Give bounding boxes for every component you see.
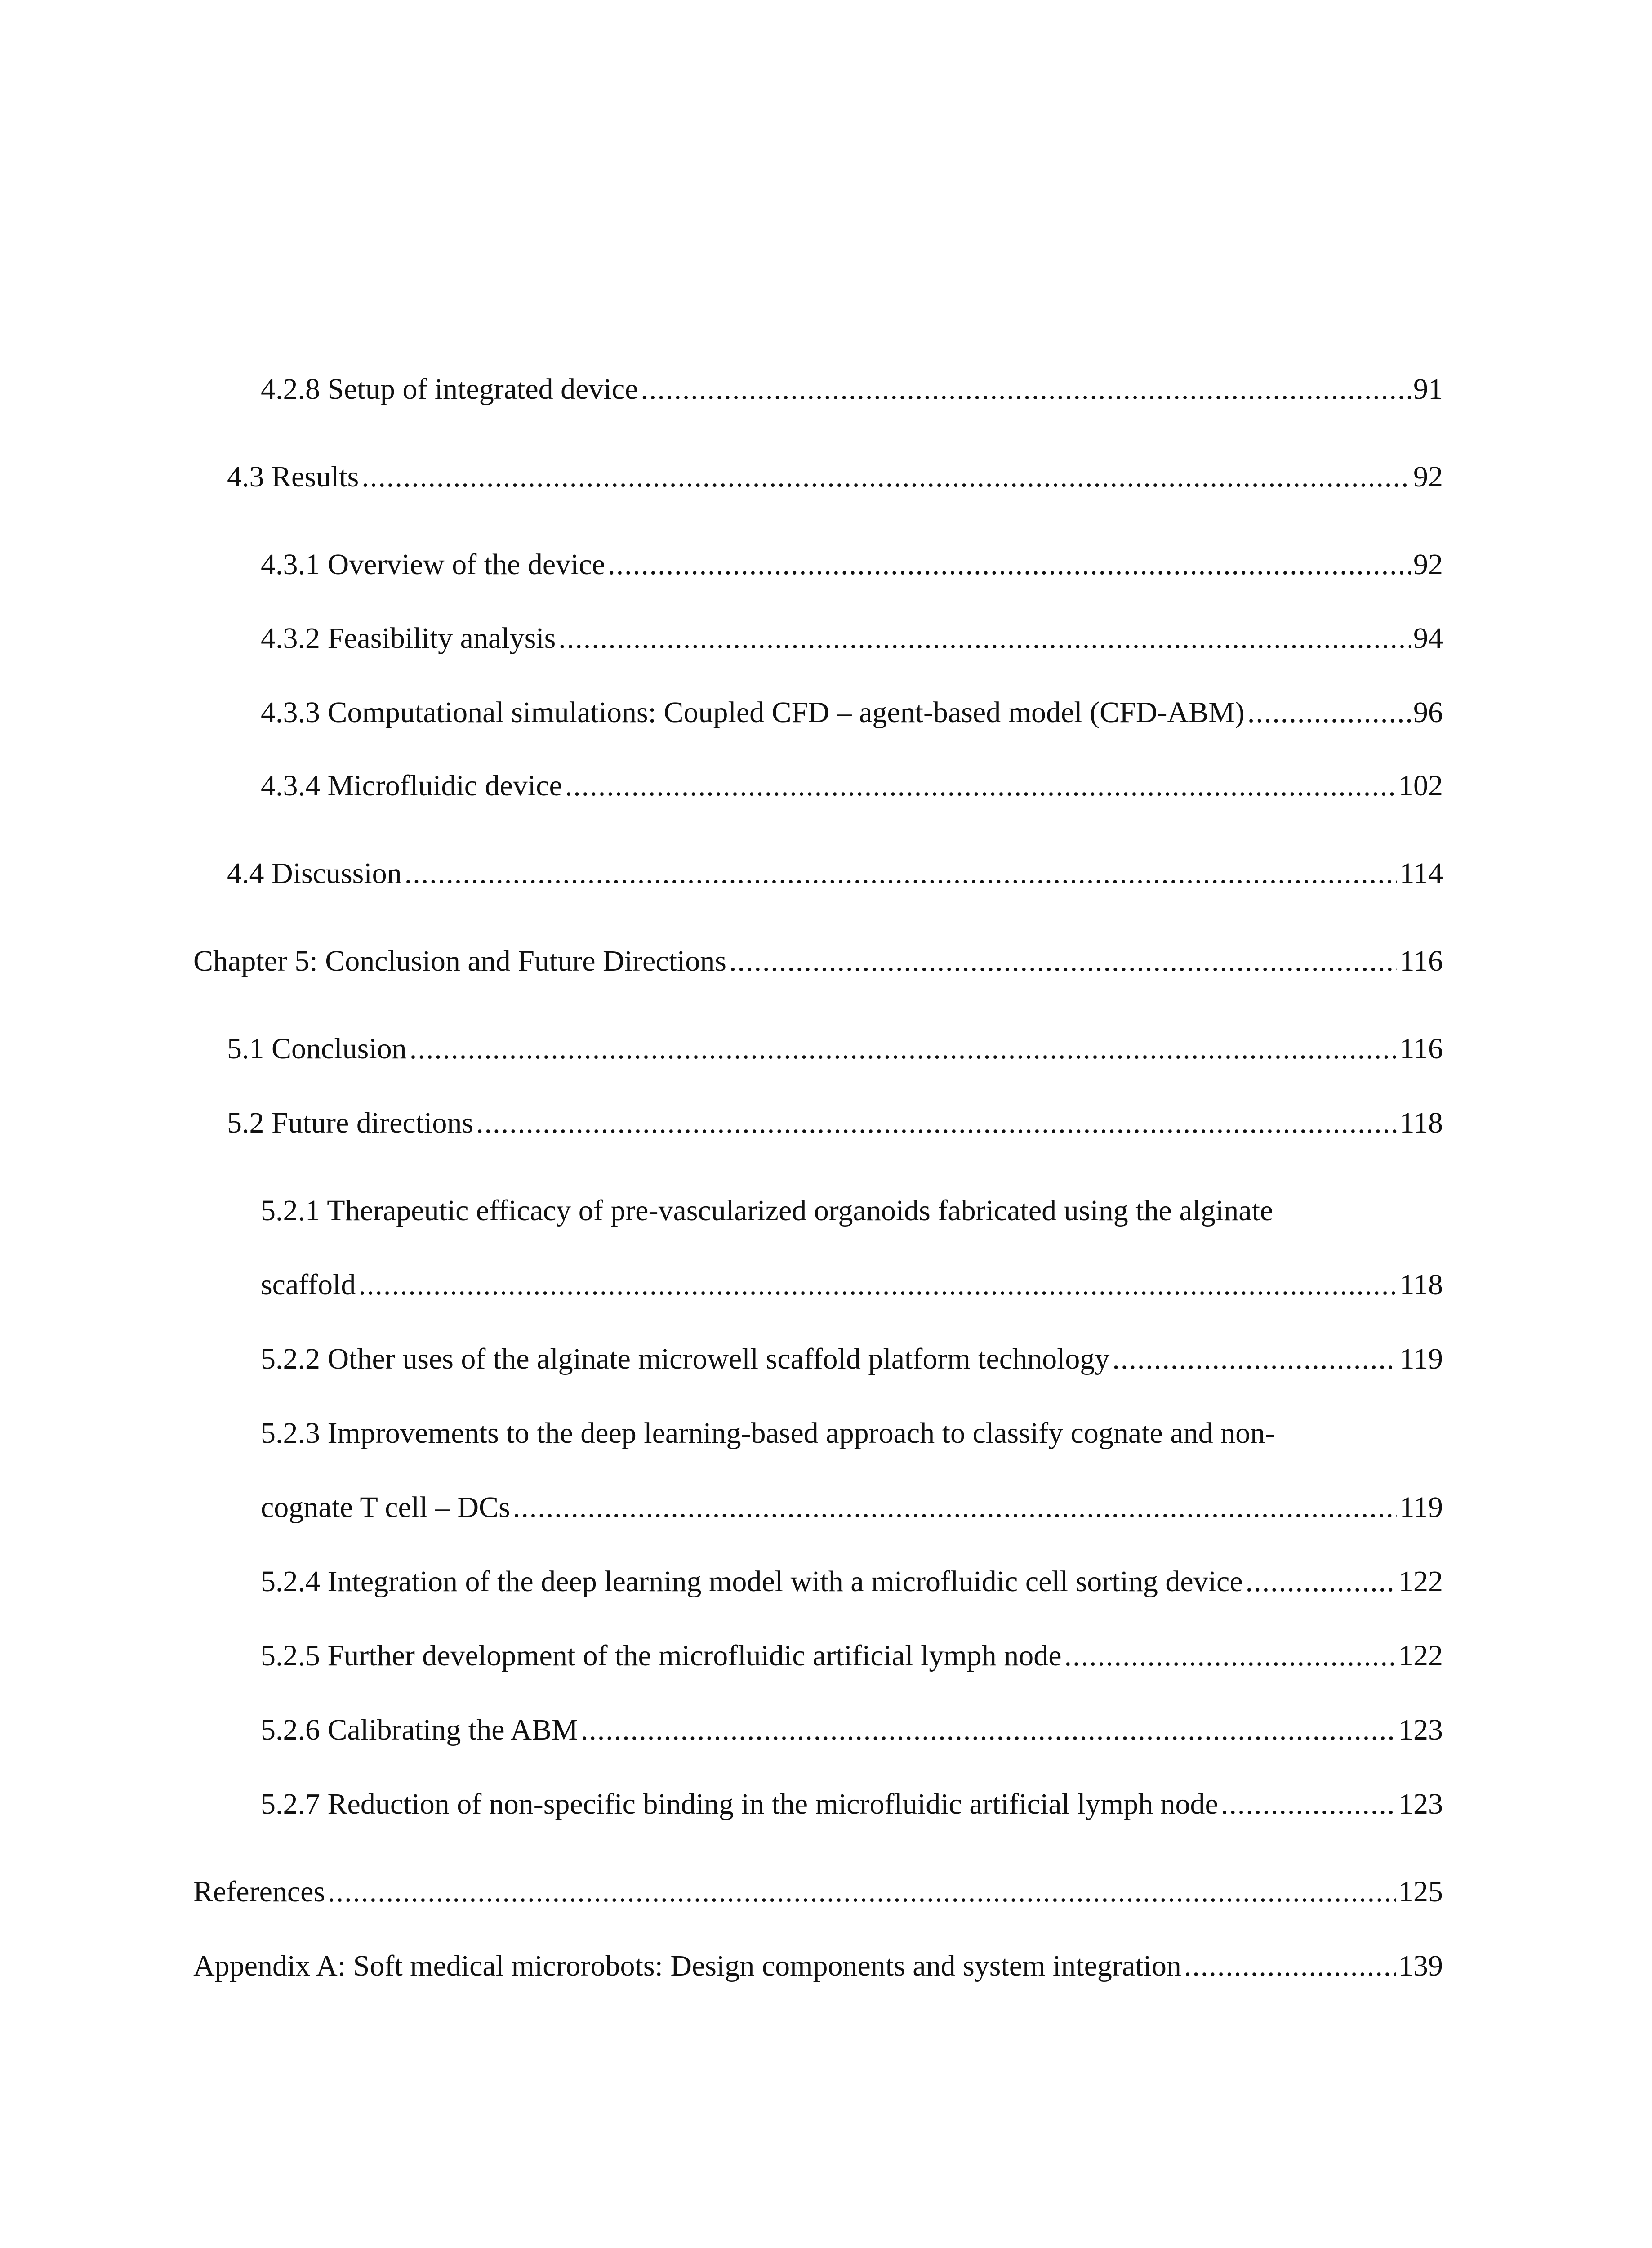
toc-entry-page: 123 xyxy=(1398,1713,1443,1746)
dot-leader xyxy=(1247,695,1411,731)
toc-entry-5-2-1[interactable] xyxy=(193,1267,1443,1303)
toc-entry-references[interactable] xyxy=(193,1874,1443,1910)
toc-entry-page: 139 xyxy=(1398,1949,1443,1982)
toc-entry-5-2-3-line1[interactable]: 5.2.3 Improvements to the deep learning-based approach to classify cognate and non- xyxy=(261,1417,1275,1450)
dot-leader xyxy=(476,1105,1397,1141)
toc-entry-5-2-2[interactable] xyxy=(193,1341,1443,1377)
toc-entry-page: 114 xyxy=(1399,857,1443,890)
dot-leader xyxy=(361,459,1411,495)
dot-leader xyxy=(1112,1341,1397,1377)
toc-entry-page: 116 xyxy=(1399,1032,1443,1065)
toc-entry-5-2-1-line1[interactable]: 5.2.1 Therapeutic efficacy of pre-vascularized organoids fabricated using the alginate xyxy=(261,1194,1274,1227)
toc-entry-label: cognate T cell – DCs xyxy=(261,1491,510,1524)
toc-entry-label: 4.3.3 Computational simulations: Coupled CFD – agent-based model (CFD-ABM) xyxy=(261,696,1245,729)
toc-entry-page: 122 xyxy=(1398,1639,1443,1672)
toc-entry-4-3-2[interactable] xyxy=(193,620,1443,656)
dot-leader xyxy=(1184,1948,1396,1984)
toc-entry-label: 5.2.6 Calibrating the ABM xyxy=(261,1713,578,1746)
toc-entry-5-2-3[interactable] xyxy=(193,1490,1443,1525)
toc-entry-label: 5.2 Future directions xyxy=(227,1106,474,1139)
toc-entry-5-2-7[interactable] xyxy=(193,1786,1443,1822)
toc-entry-label: 5.2.7 Reduction of non-specific binding in the microfluidic artificial lymph node xyxy=(261,1788,1218,1820)
toc-entry-label: 5.2.4 Integration of the deep learning model with a microfluidic cell sorting device xyxy=(261,1565,1243,1598)
toc-entry-page: 92 xyxy=(1413,460,1443,493)
toc-entry-label: 4.4 Discussion xyxy=(227,857,402,890)
dot-leader xyxy=(513,1490,1397,1525)
toc-entry-5-2-5[interactable] xyxy=(193,1638,1443,1674)
toc-entry-label: 4.3.1 Overview of the device xyxy=(261,548,606,581)
toc-entry-5-2[interactable] xyxy=(193,1105,1443,1141)
toc-entry-4-2-8[interactable] xyxy=(193,371,1443,407)
toc-entry-4-3-4[interactable] xyxy=(193,768,1443,804)
toc-entry-label: scaffold xyxy=(261,1268,356,1301)
toc-entry-5-2-6[interactable] xyxy=(193,1712,1443,1748)
dot-leader xyxy=(405,856,1397,892)
toc-entry-label: 4.3.4 Microfluidic device xyxy=(261,769,562,802)
toc-entry-page: 118 xyxy=(1399,1268,1443,1301)
toc-entry-5-2-4[interactable] xyxy=(193,1564,1443,1600)
dot-leader xyxy=(641,371,1411,407)
toc-entry-label: Chapter 5: Conclusion and Future Directions xyxy=(193,945,726,977)
toc-entry-page: 91 xyxy=(1413,373,1443,406)
toc-entry-label: 5.1 Conclusion xyxy=(227,1032,407,1065)
toc-entry-label: Appendix A: Soft medical microrobots: Design components and system integration xyxy=(193,1949,1181,1982)
toc-entry-label: 4.2.8 Setup of integrated device xyxy=(261,373,638,406)
dot-leader xyxy=(1246,1564,1396,1600)
dot-leader xyxy=(729,943,1397,979)
toc-entry-page: 119 xyxy=(1399,1491,1443,1524)
toc-entry-label: 5.2.5 Further development of the microfluidic artificial lymph node xyxy=(261,1639,1062,1672)
toc-entry-page: 119 xyxy=(1399,1343,1443,1375)
toc-entry-4-4[interactable] xyxy=(193,856,1443,892)
toc-entry-chapter-5[interactable] xyxy=(193,943,1443,979)
toc-entry-4-3-3[interactable] xyxy=(193,695,1443,731)
dot-leader xyxy=(1221,1786,1396,1822)
toc-entry-page: 122 xyxy=(1398,1565,1443,1598)
toc-entry-label: References xyxy=(193,1875,325,1908)
toc-entry-label: 5.2.2 Other uses of the alginate microwell scaffold platform technology xyxy=(261,1343,1110,1375)
toc-entry-page: 123 xyxy=(1398,1788,1443,1820)
toc-entry-4-3[interactable] xyxy=(193,459,1443,495)
dot-leader xyxy=(1064,1638,1396,1674)
toc-entry-page: 102 xyxy=(1398,769,1443,802)
toc-entry-page: 92 xyxy=(1413,548,1443,581)
toc-entry-page: 94 xyxy=(1413,622,1443,655)
toc-entry-page: 96 xyxy=(1413,696,1443,729)
toc-entry-label: 4.3 Results xyxy=(227,460,359,493)
toc-entry-4-3-1[interactable] xyxy=(193,547,1443,583)
toc-entry-page: 116 xyxy=(1399,945,1443,977)
dot-leader xyxy=(358,1267,1397,1303)
toc-entry-5-1[interactable] xyxy=(193,1031,1443,1067)
dot-leader xyxy=(608,547,1411,583)
dot-leader xyxy=(581,1712,1396,1748)
dot-leader xyxy=(410,1031,1397,1067)
toc-entry-page: 118 xyxy=(1399,1106,1443,1139)
toc-entry-appendix-a[interactable] xyxy=(193,1948,1443,1984)
dot-leader xyxy=(328,1874,1396,1910)
dot-leader xyxy=(558,620,1411,656)
toc-entry-label: 4.3.2 Feasibility analysis xyxy=(261,622,556,655)
dot-leader xyxy=(565,768,1396,804)
toc-entry-page: 125 xyxy=(1398,1875,1443,1908)
